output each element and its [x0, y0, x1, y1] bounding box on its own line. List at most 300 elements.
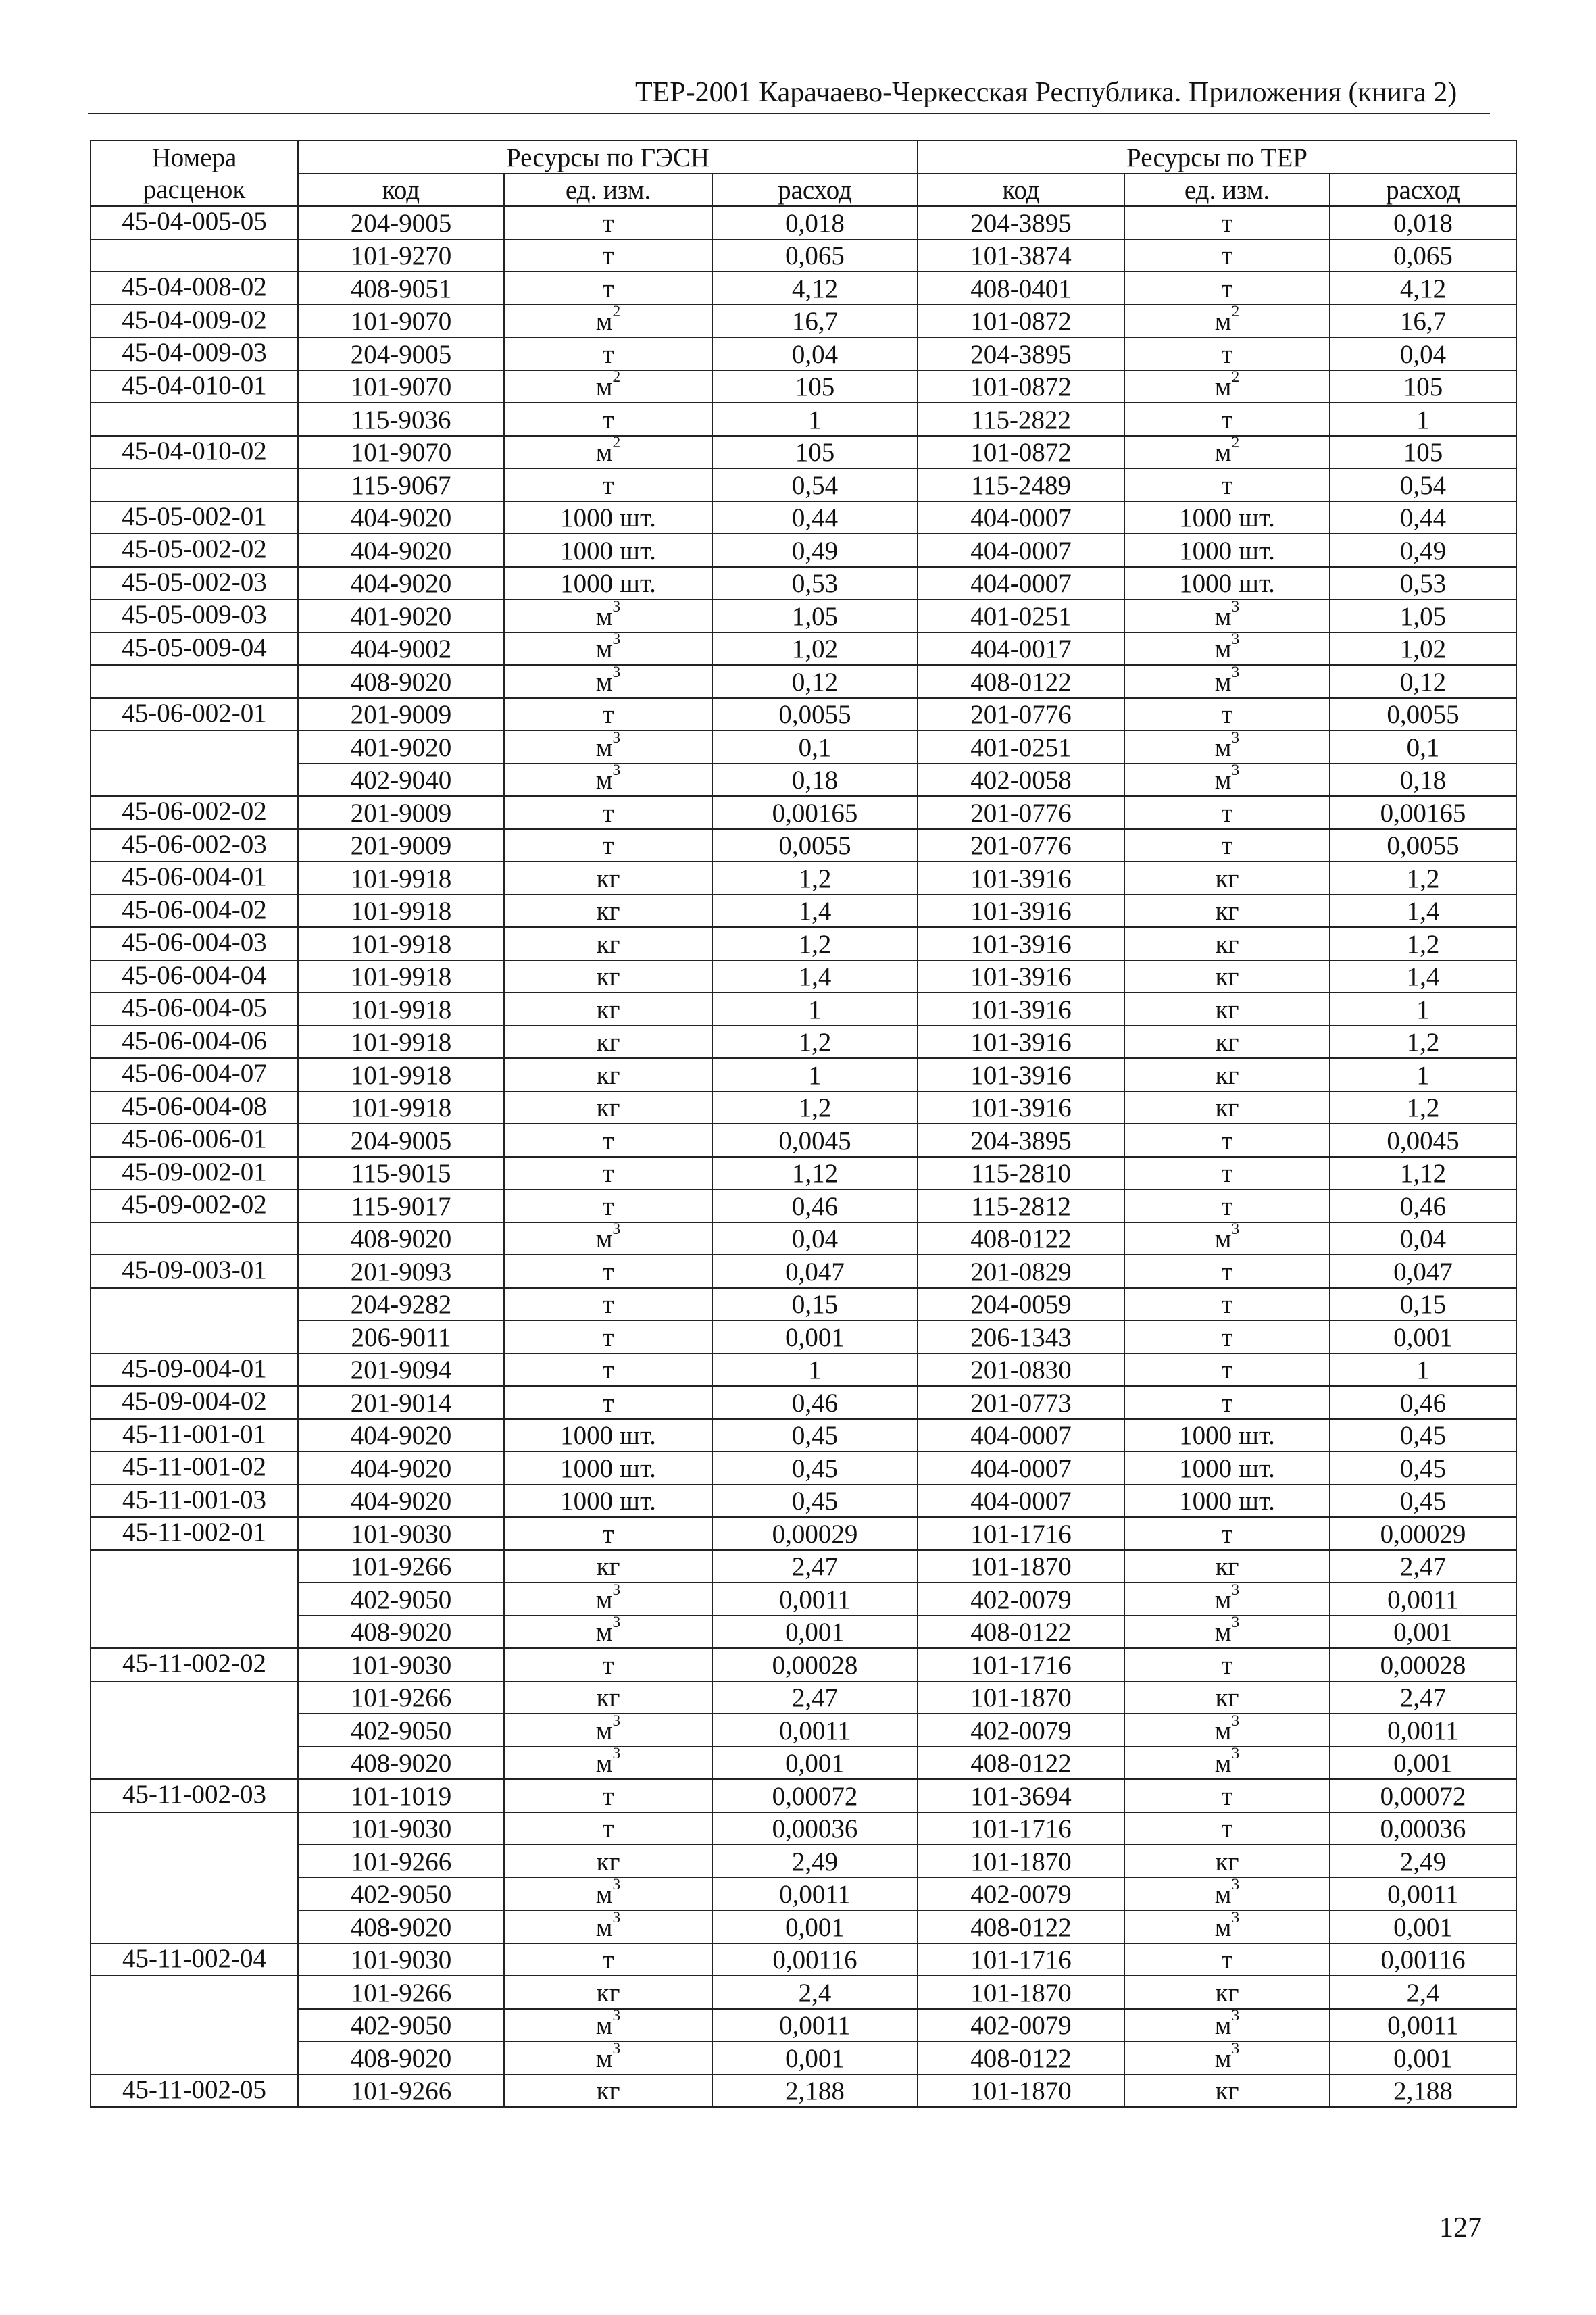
ter-consumption-cell: 0,001 [1330, 1747, 1516, 1780]
rate-number-cell [91, 730, 298, 764]
rate-number-cell: 45-11-001-01 [91, 1419, 298, 1452]
gesn-resources-header: Ресурсы по ГЭСН [298, 141, 918, 174]
gesn-unit-text: кг [596, 1978, 620, 2008]
gesn-consumption-cell: 0,46 [712, 1386, 918, 1419]
rate-number-cell: 45-09-003-01 [91, 1255, 298, 1288]
gesn-unit-exponent: 3 [612, 1714, 621, 1730]
ter-unit-cell [1124, 1878, 1330, 1911]
table-row [91, 1451, 1516, 1485]
ter-consumption-cell: 0,00116 [1330, 1943, 1516, 1976]
gesn-unit-text: кг [596, 1093, 620, 1122]
table-row [91, 1550, 1516, 1583]
rates-table [90, 140, 1517, 2108]
gesn-unit-cell [504, 698, 712, 731]
ter-consumption-cell: 0,12 [1330, 665, 1516, 698]
rate-number-cell [91, 1747, 298, 1780]
gesn-code-cell: 401-9020 [298, 730, 504, 764]
rate-number-cell: 45-04-010-02 [91, 436, 298, 469]
gesn-consumption-cell: 0,1 [712, 730, 918, 764]
ter-unit-cell [1124, 1681, 1330, 1714]
rate-number-cell: 45-04-005-05 [91, 206, 298, 239]
table-row [91, 2009, 1516, 2042]
ter-code-cell: 201-0773 [918, 1386, 1124, 1419]
gesn-unit-text: т [602, 1257, 614, 1287]
ter-unit-text: т [1221, 700, 1233, 729]
ter-consumption-cell: 0,018 [1330, 206, 1516, 239]
ter-unit-text: т [1221, 1355, 1233, 1385]
gesn-unit-text: м [595, 766, 613, 795]
ter-consumption-cell: 0,00028 [1330, 1648, 1516, 1681]
gesn-consumption-cell: 1,2 [712, 1026, 918, 1059]
ter-code-cell: 204-0059 [918, 1288, 1124, 1321]
ter-unit-exponent: 3 [1231, 665, 1240, 681]
ter-unit-text: т [1221, 1191, 1233, 1221]
gesn-unit-text: т [602, 831, 614, 860]
ter-code-cell: 404-0007 [918, 567, 1124, 600]
table-row [91, 764, 1516, 797]
ter-unit-cell [1124, 730, 1330, 764]
table-row [91, 1124, 1516, 1157]
ter-unit-text: 1000 шт. [1179, 503, 1275, 532]
ter-unit-cell [1124, 1976, 1330, 2009]
ter-unit-exponent: 3 [1231, 2041, 1240, 2058]
ter-unit-text: кг [1215, 1552, 1239, 1581]
rate-number-cell: 45-05-002-02 [91, 534, 298, 567]
gesn-unit-text: т [602, 1290, 614, 1319]
ter-code-cell: 101-1716 [918, 1943, 1124, 1976]
gesn-unit-cell [504, 1189, 712, 1222]
gesn-unit-cell [504, 1320, 712, 1353]
ter-unit-cell [1124, 370, 1330, 403]
ter-consumption-cell: 1,02 [1330, 632, 1516, 666]
gesn-consumption-cell: 0,53 [712, 567, 918, 600]
rate-number-cell [91, 1583, 298, 1616]
ter-code-cell: 101-3694 [918, 1779, 1124, 1812]
ter-unit-text: кг [1215, 962, 1239, 991]
table-row [91, 1812, 1516, 1845]
ter-unit-cell [1124, 1550, 1330, 1583]
ter-code-cell: 101-3916 [918, 1091, 1124, 1124]
ter-unit-text: кг [1215, 897, 1239, 926]
gesn-unit-cell [504, 2074, 712, 2108]
table-row [91, 1910, 1516, 1943]
ter-unit-text: т [1221, 1322, 1233, 1352]
gesn-unit-cell [504, 1255, 712, 1288]
gesn-consumption-cell: 2,47 [712, 1550, 918, 1583]
gesn-code-cell: 408-9020 [298, 1910, 504, 1943]
gesn-code-cell: 408-9051 [298, 272, 504, 305]
ter-unit-exponent: 3 [1231, 1583, 1240, 1599]
gesn-unit-exponent: 2 [612, 370, 621, 387]
gesn-unit-exponent: 3 [612, 632, 621, 649]
gesn-unit-cell [504, 1058, 712, 1091]
gesn-consumption-header: расход [712, 174, 918, 207]
ter-unit-text: кг [1215, 929, 1239, 959]
rate-number-cell [91, 1288, 298, 1321]
gesn-code-cell: 408-9020 [298, 665, 504, 698]
ter-code-cell: 101-0872 [918, 370, 1124, 403]
ter-unit-cell [1124, 1943, 1330, 1976]
ter-consumption-cell: 1 [1330, 1353, 1516, 1387]
rate-numbers-header: Номера расценок [91, 141, 298, 206]
gesn-consumption-cell: 1,2 [712, 862, 918, 895]
ter-consumption-cell: 0,00072 [1330, 1779, 1516, 1812]
ter-unit-text: м [1214, 634, 1232, 664]
ter-unit-text: т [1221, 208, 1233, 238]
ter-unit-cell [1124, 632, 1330, 666]
ter-code-cell: 101-1870 [918, 1550, 1124, 1583]
ter-unit-text: м [1214, 601, 1232, 631]
gesn-unit-cell [504, 1714, 712, 1747]
gesn-consumption-cell: 16,7 [712, 305, 918, 338]
table-row [91, 370, 1516, 403]
ter-consumption-cell: 0,0011 [1330, 1583, 1516, 1616]
ter-unit-text: кг [1215, 1028, 1239, 1057]
ter-unit-text: м [1214, 1749, 1232, 1778]
gesn-unit-text: м [595, 438, 613, 467]
ter-consumption-cell: 0,44 [1330, 501, 1516, 534]
ter-unit-cell [1124, 501, 1330, 534]
gesn-code-cell: 404-9020 [298, 1485, 504, 1518]
ter-unit-text: м [1214, 2011, 1232, 2040]
ter-code-cell: 101-3916 [918, 960, 1124, 993]
gesn-unit-text: м [595, 1585, 613, 1614]
ter-unit-exponent: 3 [1231, 1910, 1240, 1926]
gesn-consumption-cell: 0,001 [712, 1747, 918, 1780]
gesn-consumption-cell: 0,18 [712, 764, 918, 797]
table-row [91, 1943, 1516, 1976]
gesn-code-cell: 115-9067 [298, 468, 504, 501]
ter-unit-cell [1124, 1288, 1330, 1321]
ter-unit-text: т [1221, 1290, 1233, 1319]
table-row [91, 1026, 1516, 1059]
gesn-consumption-cell: 1,02 [712, 632, 918, 666]
gesn-code-cell: 402-9050 [298, 1714, 504, 1747]
ter-code-cell: 201-0776 [918, 796, 1124, 829]
ter-unit-exponent: 2 [1231, 304, 1240, 321]
ter-unit-text: м [1214, 1912, 1232, 1942]
gesn-code-cell: 101-1019 [298, 1779, 504, 1812]
ter-unit-exponent: 3 [1231, 1615, 1240, 1632]
gesn-code-cell: 101-9266 [298, 1976, 504, 2009]
gesn-consumption-cell: 1,4 [712, 895, 918, 928]
gesn-unit-text: м [595, 1912, 613, 1942]
ter-consumption-cell: 0,00036 [1330, 1812, 1516, 1845]
gesn-unit-text: м [595, 1618, 613, 1647]
gesn-consumption-cell: 0,44 [712, 501, 918, 534]
ter-unit-cell [1124, 927, 1330, 960]
table-row [91, 1288, 1516, 1321]
table-row [91, 796, 1516, 829]
table-row [91, 1157, 1516, 1190]
ter-unit-text: т [1221, 241, 1233, 270]
gesn-unit-cell [504, 1222, 712, 1255]
ter-unit-cell [1124, 829, 1330, 862]
table-row [91, 1845, 1516, 1878]
gesn-unit-cell [504, 239, 712, 272]
gesn-unit-exponent: 3 [612, 1877, 621, 1894]
gesn-unit-cell [504, 1845, 712, 1878]
table-row [91, 829, 1516, 862]
gesn-unit-cell [504, 1910, 712, 1943]
ter-consumption-cell: 0,00029 [1330, 1517, 1516, 1550]
ter-unit-text: т [1221, 1159, 1233, 1188]
gesn-code-cell: 101-9270 [298, 239, 504, 272]
ter-consumption-cell: 0,001 [1330, 2041, 1516, 2074]
gesn-unit-cell [504, 1485, 712, 1518]
table-row [91, 1779, 1516, 1812]
ter-consumption-cell: 0,00165 [1330, 796, 1516, 829]
ter-code-cell: 101-1870 [918, 2074, 1124, 2108]
gesn-consumption-cell: 0,00116 [712, 1943, 918, 1976]
gesn-unit-cell [504, 927, 712, 960]
gesn-unit-text: 1000 шт. [560, 1487, 656, 1516]
ter-unit-text: 1000 шт. [1179, 1487, 1275, 1516]
ter-code-cell: 402-0058 [918, 764, 1124, 797]
gesn-code-cell: 404-9020 [298, 567, 504, 600]
ter-consumption-cell: 1,05 [1330, 599, 1516, 632]
gesn-unit-cell [504, 1976, 712, 2009]
gesn-unit-cell [504, 1091, 712, 1124]
rate-number-cell: 45-04-009-02 [91, 305, 298, 338]
ter-code-cell: 201-0829 [918, 1255, 1124, 1288]
ter-consumption-cell: 2,47 [1330, 1550, 1516, 1583]
table-row [91, 403, 1516, 436]
gesn-consumption-cell: 0,001 [712, 2041, 918, 2074]
ter-consumption-cell: 0,45 [1330, 1419, 1516, 1452]
gesn-code-cell: 115-9017 [298, 1189, 504, 1222]
ter-unit-cell [1124, 1255, 1330, 1288]
ter-unit-text: м [1214, 1224, 1232, 1253]
table-row [91, 1091, 1516, 1124]
ter-unit-exponent: 3 [1231, 1877, 1240, 1894]
rate-number-cell: 45-09-002-02 [91, 1189, 298, 1222]
gesn-unit-text: т [602, 208, 614, 238]
gesn-code-cell: 201-9094 [298, 1353, 504, 1387]
gesn-consumption-cell: 0,0011 [712, 1878, 918, 1911]
header-rule [88, 113, 1490, 114]
gesn-code-cell: 115-9015 [298, 1157, 504, 1190]
gesn-unit-text: кг [596, 962, 620, 991]
ter-unit-cell [1124, 534, 1330, 567]
gesn-consumption-cell: 0,04 [712, 1222, 918, 1255]
ter-unit-cell [1124, 1616, 1330, 1649]
rate-number-cell: 45-06-002-03 [91, 829, 298, 862]
table-row [91, 1255, 1516, 1288]
gesn-code-cell: 204-9005 [298, 206, 504, 239]
gesn-code-cell: 101-9070 [298, 436, 504, 469]
gesn-unit-cell [504, 1583, 712, 1616]
ter-consumption-cell: 105 [1330, 370, 1516, 403]
gesn-unit-exponent: 3 [612, 1910, 621, 1926]
ter-unit-text: 1000 шт. [1179, 1421, 1275, 1450]
gesn-unit-cell [504, 1779, 712, 1812]
table-row [91, 1714, 1516, 1747]
ter-unit-text: м [1214, 2043, 1232, 2073]
gesn-consumption-cell: 105 [712, 436, 918, 469]
gesn-unit-text: т [602, 1355, 614, 1385]
gesn-unit-exponent: 3 [612, 1583, 621, 1599]
gesn-unit-cell [504, 599, 712, 632]
ter-code-cell: 101-1716 [918, 1812, 1124, 1845]
ter-code-cell: 101-3874 [918, 239, 1124, 272]
gesn-unit-text: т [602, 405, 614, 434]
gesn-consumption-cell: 1 [712, 1353, 918, 1387]
gesn-unit-text: т [602, 700, 614, 729]
gesn-code-cell: 101-9918 [298, 1091, 504, 1124]
gesn-code-cell: 204-9005 [298, 337, 504, 370]
gesn-unit-cell [504, 337, 712, 370]
ter-unit-cell [1124, 567, 1330, 600]
gesn-consumption-cell: 0,0011 [712, 1583, 918, 1616]
ter-unit-text: м [1214, 732, 1232, 762]
rate-number-cell: 45-06-006-01 [91, 1124, 298, 1157]
rate-number-cell: 45-06-004-07 [91, 1058, 298, 1091]
ter-code-cell: 201-0830 [918, 1353, 1124, 1387]
gesn-unit-exponent: 3 [612, 2008, 621, 2025]
rate-number-cell [91, 1550, 298, 1583]
rate-number-cell [91, 2009, 298, 2042]
ter-unit-cell [1124, 1583, 1330, 1616]
gesn-code-cell: 101-9030 [298, 1812, 504, 1845]
gesn-code-cell: 101-9030 [298, 1648, 504, 1681]
ter-unit-text: т [1221, 1257, 1233, 1287]
gesn-unit-cell [504, 993, 712, 1026]
rate-number-cell: 45-11-002-02 [91, 1648, 298, 1681]
ter-code-cell: 101-3916 [918, 895, 1124, 928]
table-row [91, 1648, 1516, 1681]
rate-number-cell: 45-06-004-05 [91, 993, 298, 1026]
ter-unit-cell [1124, 1091, 1330, 1124]
gesn-unit-cell [504, 370, 712, 403]
ter-consumption-cell: 1,2 [1330, 862, 1516, 895]
ter-code-cell: 115-2812 [918, 1189, 1124, 1222]
table-head [91, 141, 1516, 206]
gesn-unit-cell [504, 567, 712, 600]
gesn-consumption-cell: 0,46 [712, 1189, 918, 1222]
rate-number-cell [91, 764, 298, 797]
ter-unit-text: т [1221, 339, 1233, 369]
table-row [91, 599, 1516, 632]
ter-unit-cell [1124, 796, 1330, 829]
gesn-unit-exponent: 3 [612, 730, 621, 747]
gesn-code-cell: 204-9005 [298, 1124, 504, 1157]
ter-code-cell: 115-2822 [918, 403, 1124, 436]
ter-code-cell: 101-3916 [918, 927, 1124, 960]
ter-unit-text: 1000 шт. [1179, 536, 1275, 566]
gesn-unit-cell [504, 1616, 712, 1649]
gesn-unit-text: м [595, 1749, 613, 1778]
gesn-unit-cell [504, 862, 712, 895]
gesn-code-cell: 101-9266 [298, 2074, 504, 2108]
gesn-code-cell: 101-9266 [298, 1550, 504, 1583]
rate-number-cell: 45-09-004-02 [91, 1386, 298, 1419]
ter-unit-cell [1124, 698, 1330, 731]
gesn-consumption-cell: 0,00036 [712, 1812, 918, 1845]
rate-number-cell: 45-11-002-03 [91, 1779, 298, 1812]
gesn-code-cell: 402-9050 [298, 2009, 504, 2042]
ter-unit-text: т [1221, 470, 1233, 500]
ter-unit-cell [1124, 2009, 1330, 2042]
ter-unit-cell [1124, 960, 1330, 993]
gesn-unit-exponent: 3 [612, 2041, 621, 2058]
ter-code-cell: 101-0872 [918, 305, 1124, 338]
gesn-consumption-cell: 0,04 [712, 337, 918, 370]
ter-unit-cell [1124, 1485, 1330, 1518]
rate-number-cell: 45-06-002-01 [91, 698, 298, 731]
ter-consumption-cell: 0,49 [1330, 534, 1516, 567]
table-row [91, 1878, 1516, 1911]
table-row [91, 1386, 1516, 1419]
gesn-unit-text: т [602, 1159, 614, 1188]
table-row [91, 1747, 1516, 1780]
ter-unit-exponent: 3 [1231, 1746, 1240, 1763]
ter-code-cell: 101-3916 [918, 993, 1124, 1026]
gesn-unit-cell [504, 272, 712, 305]
ter-unit-text: 1000 шт. [1179, 569, 1275, 598]
gesn-unit-cell [504, 632, 712, 666]
ter-code-cell: 101-1870 [918, 1976, 1124, 2009]
gesn-unit-text: м [595, 732, 613, 762]
gesn-consumption-cell: 2,188 [712, 2074, 918, 2108]
ter-code-cell: 408-0122 [918, 1616, 1124, 1649]
gesn-unit-text: т [602, 241, 614, 270]
rate-number-cell [91, 1320, 298, 1353]
gesn-code-cell: 115-9036 [298, 403, 504, 436]
gesn-code-cell: 408-9020 [298, 2041, 504, 2074]
ter-consumption-header: расход [1330, 174, 1516, 207]
gesn-unit-cell [504, 1943, 712, 1976]
ter-code-cell: 101-1870 [918, 1681, 1124, 1714]
ter-consumption-cell: 2,49 [1330, 1845, 1516, 1878]
ter-unit-text: кг [1215, 1683, 1239, 1712]
rate-number-cell [91, 1714, 298, 1747]
ter-code-cell: 101-3916 [918, 1026, 1124, 1059]
gesn-unit-cell [504, 1451, 712, 1485]
table-row [91, 436, 1516, 469]
ter-consumption-cell: 0,0011 [1330, 1714, 1516, 1747]
gesn-code-cell: 201-9014 [298, 1386, 504, 1419]
gesn-unit-text: т [602, 339, 614, 369]
ter-code-cell: 201-0776 [918, 829, 1124, 862]
ter-unit-text: м [1214, 1585, 1232, 1614]
gesn-unit-text: кг [596, 897, 620, 926]
gesn-unit-text: т [602, 274, 614, 303]
ter-unit-text: м [1214, 1716, 1232, 1745]
table-row [91, 1976, 1516, 2009]
ter-unit-exponent: 3 [1231, 730, 1240, 747]
ter-code-cell: 404-0017 [918, 632, 1124, 666]
ter-consumption-cell: 0,0045 [1330, 1124, 1516, 1157]
ter-unit-cell [1124, 1353, 1330, 1387]
gesn-unit-cell [504, 2009, 712, 2042]
gesn-consumption-cell: 2,4 [712, 1976, 918, 2009]
gesn-unit-cell [504, 1124, 712, 1157]
ter-unit-text: т [1221, 1945, 1233, 1974]
gesn-consumption-cell: 0,15 [712, 1288, 918, 1321]
gesn-unit-cell [504, 2041, 712, 2074]
ter-unit-exponent: 3 [1231, 599, 1240, 616]
table-row [91, 1681, 1516, 1714]
ter-consumption-cell: 2,4 [1330, 1976, 1516, 2009]
gesn-unit-header: ед. изм. [504, 174, 712, 207]
rate-number-cell [91, 1845, 298, 1878]
ter-unit-text: м [1214, 1618, 1232, 1647]
rate-number-cell: 45-05-002-03 [91, 567, 298, 600]
gesn-unit-text: кг [596, 1847, 620, 1876]
rate-number-cell [91, 239, 298, 272]
ter-code-cell: 402-0079 [918, 2009, 1124, 2042]
